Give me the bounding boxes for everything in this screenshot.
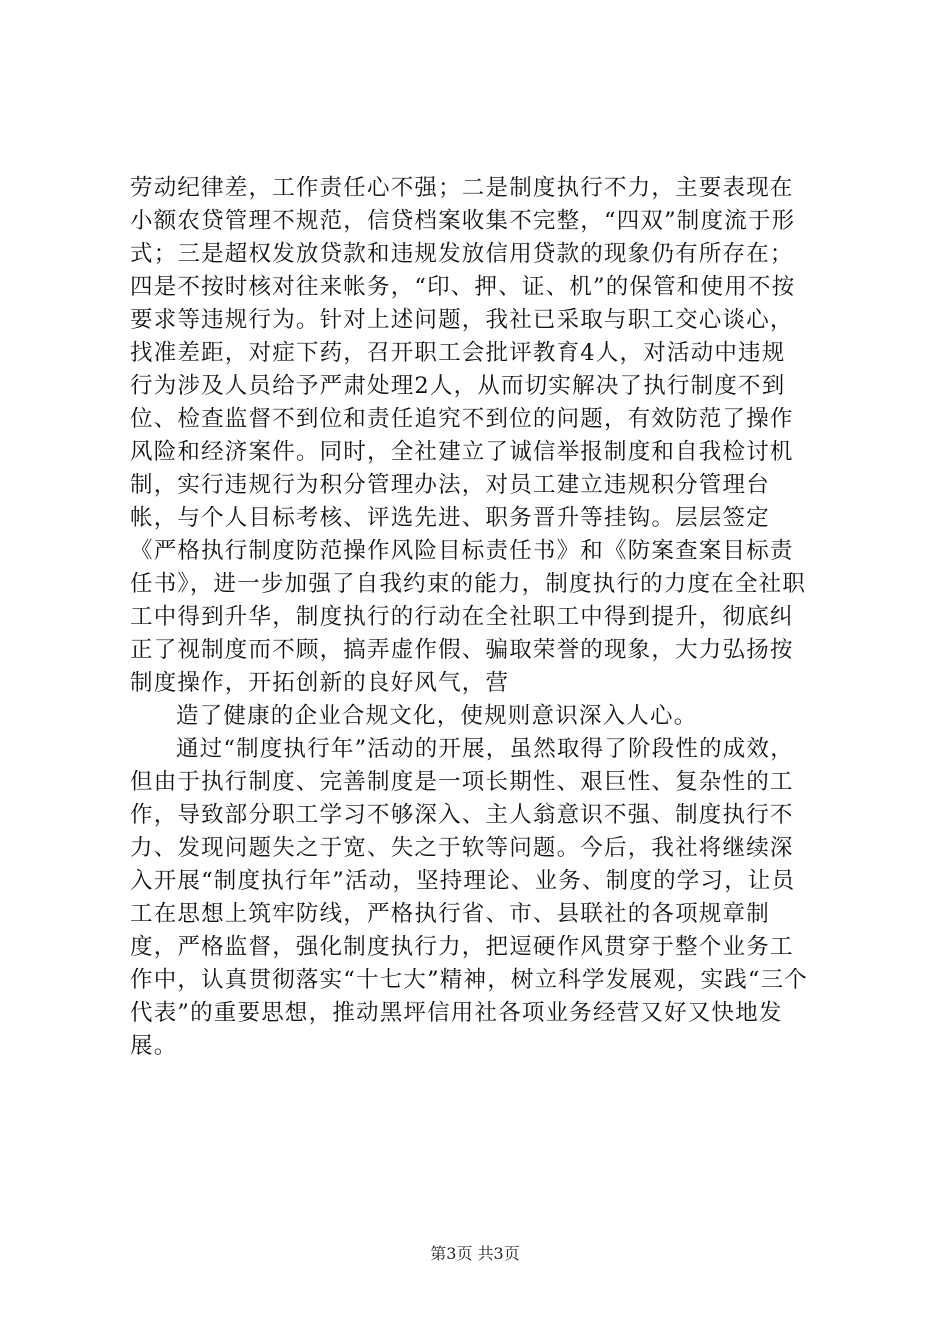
paragraph-conclusion: 通过“制度执行年”活动的开展，虽然取得了阶段性的成效，但由于执行制度、完善制度是一项长期性、艰巨性、复杂性的工作，导致部分职工学习不够深入、主人翁意识不强、制度执行不力、发现问题失之于宽、失之于软等问题。今后，我社将继续深入开展“制度执行年”活动，坚持理论、业务、制度的学习，让员工在思想上筑牢防线，严格执行省、市、县联社的各项规章制度，严格监督，强化制度执行力，把逗硬作风贯穿于整个业务工作中，认真贯彻落实“十七大”精神，树立科学发展观，实践“三个代表”的重要思想，推动黑坪信用社各项业务经营又好又快地发展。 [130,736,809,1059]
paragraph-continuation: 造了健康的企业合规文化，使规则意识深入人心。 [176,703,698,729]
document-body [130,172,808,1063]
page-footer: 第3页 共3页 [430,1244,520,1263]
paragraph-continued: 劳动纪律差，工作责任心不强；二是制度执行不力，主要表现在小额农贷管理不规范，信贷档案收集不完整，“四双”制度流于形式；三是超权发放贷款和违规发放信用贷款的现象仍有所存在；四是不按时核对往来帐务，“印、押、证、机”的保管和使用不按要求等违规行为。针对上述问题，我社已采取与职工交心谈心，找准差距，对症下药，召开职工会批评教育4人，对活动中违规行为涉及人员给予严肃处理2人，从而切实解决了执行制度不到位、检查监督不到位和责任追究不到位的问题，有效防范了操作风险和经济案件。同时，全社建立了诚信举报制度和自我检讨机制，实行违规行为积分管理办法，对员工建立违规积分管理台帐，与个人目标考核、评选先进、职务晋升等挂钩。层层签定《严格执行制度防范操作风险目标责任书》和《防案查案目标责任书》，进一步加强了自我约束的能力，制度执行的力度在全社职工中得到升华，制度执行的行动在全社职工中得到提升，彻底纠正了视制度而不顾，搞弄虚作假、骗取荣誉的现象，大力弘扬按制度操作，开拓创新的良好风气，营 [130,175,807,696]
